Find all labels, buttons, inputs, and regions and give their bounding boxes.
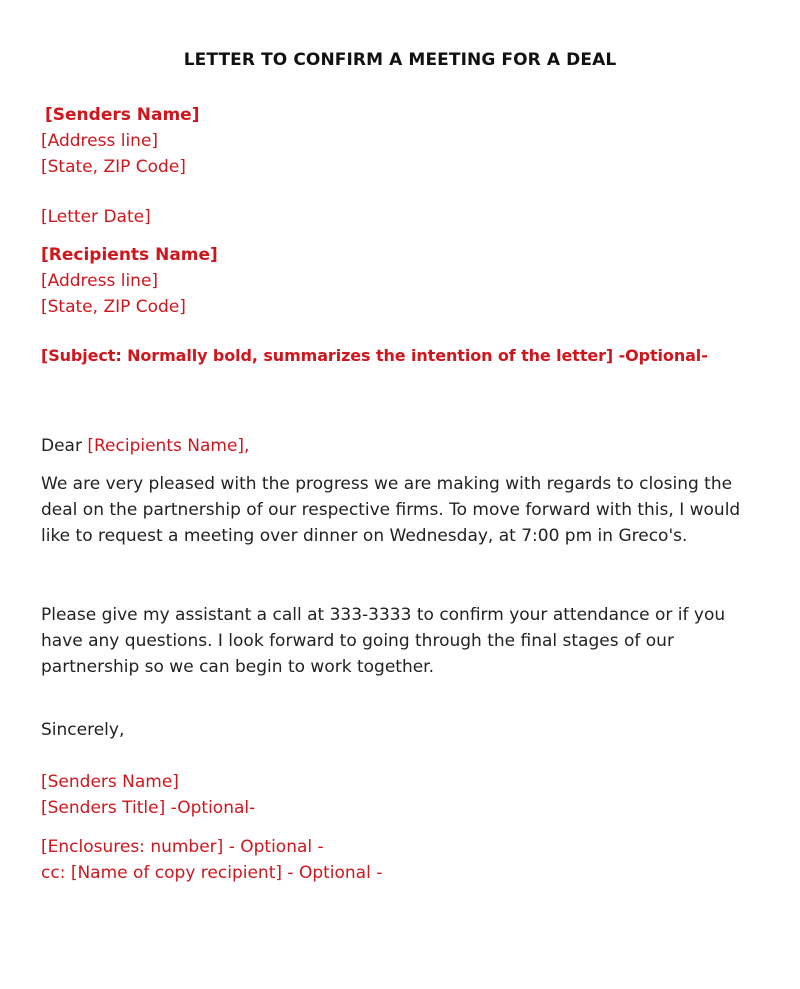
recipient-block: [41, 242, 218, 320]
enclosures-line: [Enclosures: number] - Optional -: [41, 837, 324, 857]
body-paragraph-1: We are very pleased with the progress we are making with regards to closing the deal on the partnership of our respective firms. To move forward with this, I would like to request a meeting over dinner on Wednesday, at 7:00 pm in Greco's.: [41, 474, 741, 546]
salutation: [41, 433, 249, 459]
recipient-name: [Recipients Name]: [41, 245, 218, 265]
closing: [41, 717, 124, 743]
sender-block: [45, 102, 199, 128]
sender-address-block: [41, 128, 186, 180]
date-block: [41, 204, 151, 230]
signature-title: [Senders Title] -Optional-: [41, 798, 256, 818]
signature-name: [Senders Name]: [41, 772, 179, 792]
body-paragraph-2: Please give my assistant a call at 333-3333 to confirm your attendance or if you have any questions. I look forward to going through the final stages of our partnership so we can begin to work together.: [41, 605, 726, 677]
sender-state-zip: [State, ZIP Code]: [41, 157, 186, 177]
subject-line: [Subject: Normally bold, summarizes the intention of the letter] -Optional-: [41, 346, 708, 365]
closing-text: Sincerely,: [41, 720, 125, 740]
sender-address: [Address line]: [41, 131, 159, 151]
salutation-name: [Recipients Name],: [87, 436, 250, 456]
subject-block: [41, 343, 708, 369]
recipient-address: [Address line]: [41, 271, 159, 291]
salutation-greeting: Dear: [41, 436, 82, 456]
sender-name: [Senders Name]: [45, 105, 200, 125]
document-title: LETTER TO CONFIRM A MEETING FOR A DEAL: [183, 50, 617, 70]
signature-block: [41, 769, 255, 821]
cc-line: cc: [Name of copy recipient] - Optional -: [41, 863, 383, 883]
enclosures-block: [41, 834, 382, 886]
recipient-state-zip: [State, ZIP Code]: [41, 297, 186, 317]
letter-date: [Letter Date]: [41, 207, 151, 227]
